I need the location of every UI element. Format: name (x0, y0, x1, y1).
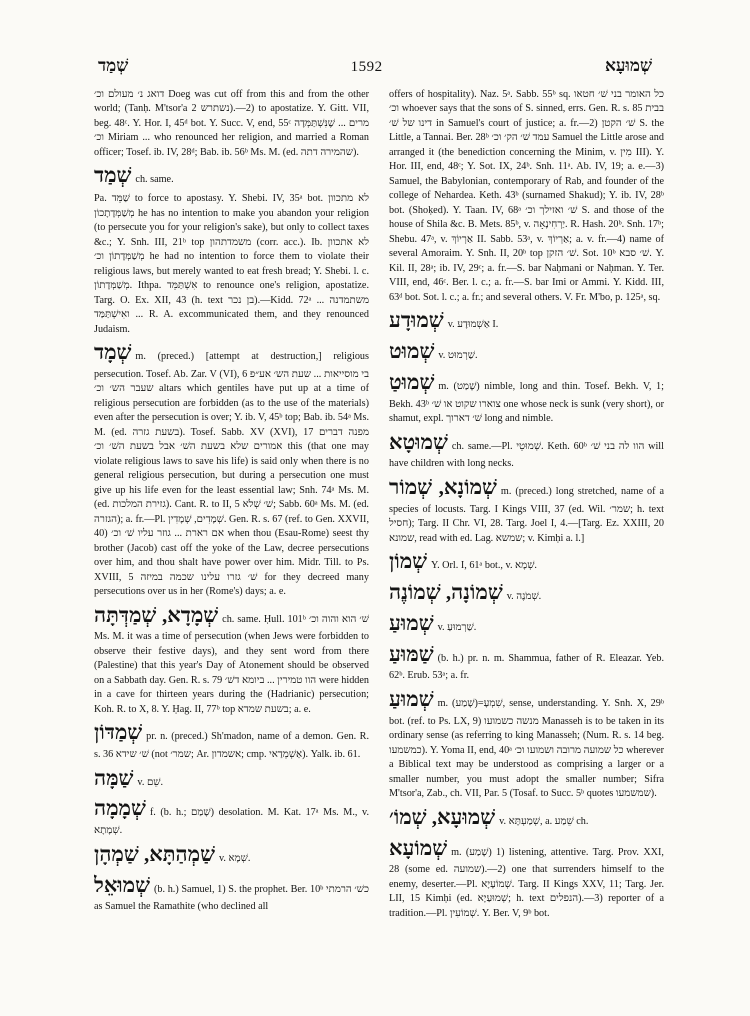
entry-text: m. (preced.) [attempt at destruction,] religious persecution. Tosef. Ab. Zar. V (VI), 6 בי מוסייאות ... שעת הש׳ אע״פ שעבר הש׳ וכ׳ altars which gentiles have put up at a time of religious persecution are forbidden (as to the use of the materials) even after the persecution is over; Y. ib. V, 45ᵇ top; Bab. ib. 54ᵃ Ms. M. (ed. בשעת גזרה). Tosef. Sabb. XV (XVI), 17 מפנה דברים אמורים שלא בשעת השׁ׳ אבל בשעת השׁ׳ וכ׳ this (that one may violate religious laws to save his life) is said only when there is no general religious persecution, but during a persecution one must give up his life even for the least essential law; Snh. 74ᵃ Ms. M. (ed. גזירת המלכות). Cant. R. to II, 5 שׁ׳ שְׁלֹא; Sabb. 60ᵃ Ms. M. (ed. הגזרה); a. fr.—Pl. שְׁמָדִים, שְׁמָדִין. Gen. R. s. 67 (ref. to Gen. XXVII, 40) אם רארת ... גוזר עליו שׁ׳ וכ׳ when thou (Esau-Rome) seest thy brother (Jacob) cast off the yoke of the Law, decree persecutions over him, and thou shalt have power over him. Midr. Till. to Ps. XVIII, 5 שׁ׳ גזרו עלינו שכמה במיזה for they decreed many persecutions over us in her (Rome's) days; a. e. (94, 351, 369, 598)
entry-text: m. (שָׁמַע) 1) listening, attentive. Targ. Prov. XXI, 28 (some ed. שמועה).—2) one that surrenders himself to the enemy, deserter.—Pl. שְׁמוֹעָיָא. Targ. II Kings XXV, 11; Targ. Jer. LII, 15 Kimḥi (ed. שְׁמוּעַיָא; h. text הנפלים).—3) reporter of a tradition.—Pl. שְׁמוֹעִין. Y. Ber. V, 9ᵇ bot. (389, 846, 664, 919)
entry-text: v. שַׁרְמוּט. (438, 350, 478, 362)
entry-headword: שְׁמוּעָא, שְׁמוֹ׳ (389, 804, 496, 829)
entry-headword: שְׁמָמָה (94, 796, 146, 821)
running-head (98, 56, 652, 80)
entry-headword: שְׁמָדָא, שְׁמַדְּתָּה (94, 602, 219, 627)
entry-headword: שְׁמוּאֵל (94, 872, 150, 897)
entry-headword: שַׁמְהַתָּא, שַׁמְהָן (94, 841, 215, 866)
dictionary-entry (389, 834, 664, 922)
entry-headword: שַׁמָּה (94, 765, 134, 790)
entry-headword: שְׁמוֹנָא, שְׁמוֹר (389, 474, 497, 499)
running-head-right-word: שְׁמוּעָא (604, 56, 652, 75)
entry-text: m. (שָׁמַע)=שִׁמְעָ, sense, understanding. Y. Snh. X, 29ᵇ bot. (ref. to Ps. LX, 9) מנשה כשמועו Manasseh is to be taken in its ordinary sense (as referring to king Manasseh; (Num. R. s. 14 beg. כמשמעו). Y. Yoma II, end, 40ᵃ כל שמועה מרובה ושמועו וכ׳ wherever a Biblical text may be understood as comprising a larger or a smaller number, you must adopt the smaller number; Sifra M'tsor'a, Zab., ch. VII, Par. 5 (Tosaf. to Succ. 5ᵇ quotes שמשמעו). (389, 697, 664, 800)
dictionary-entry (94, 601, 369, 718)
page-number: 1592 (350, 59, 383, 75)
entry-text: Y. Orl. I, 61ᵃ bot., v. שְׁמָא. (431, 560, 537, 572)
entry-text: offers of hospitality). Naz. 5ᵃ. Sabb. 55ᵇ sq. כל האומר בני שׁ׳ חטאו וכ׳ whoever says that the sons of S. sinned, errs. Gen. R. s. 85 בבית דינו של שׁ׳ in Samuel's court of justice; a. fr.—2) שׁ׳ הקטן S. the Little, a Tannai. Ber. 28ᵇ עמד שׁ׳ הק׳ וכ׳ Samuel the Little arose and arranged it (the benediction concerning the Minim, v. מִין III). Y. Hor. III, end, 48ᶜ; Y. Sot. IX, 24ᵇ. Snh. 11ᵃ. Ab. IV, 19; a. e.—3) Samuel, the Babylonian, contemporary of Rab, and founder of the college of Nehardea. Keth. 43ᵇ (surnamed Shakud); Y. ib. IV, 28ᵇ bot. (Shoḳed). Y. Taan. IV, 68ᵃ שׁ׳ ואזילך וכ׳ S. and those of the house of Shila &c. B. Mets. 85ᵇ, v. יַרְחִינָאָה. R. Hash. 20ᵇ. Snh. 17ᵇ; Shebu. 47ᵃ, v. אַרְיוֹךְ II. Sabb. 53ᵃ, v. אַרְיוֹךְ; a. v. fr.—4) name of several Amoraim. Y. Snh. II, 20ᵇ top שׁ׳ הזקן. Sot. 10ᵇ שׁ׳ סבא. Y. Kil. II, 28ᵃ; ib. IV, 29ᶜ; a. fr.—S. bar Naḥmani or Naḥman. Y. Ter. VIII, end, 46ᶜ. Ber. l. c.; a. fr.—S. bar Imi or Ammi. Y. Kidd. III, 63ᵈ bot. Sot. l. c.; a. fr.; and several others. V. Fr. M'bo, p. 125ᵃ, sq. (389, 89, 664, 303)
entry-headword: שְׁמַד (94, 163, 132, 188)
entry-headword: שְׁמוּעַ (389, 686, 434, 711)
entry-headword: שְׁמוּטָא (389, 429, 448, 454)
entry-text: ch. same. (135, 174, 174, 186)
dictionary-entry (389, 337, 664, 367)
two-column-body (94, 88, 664, 1003)
entry-text: דואג נ׳ מעולם וכ׳ Doeg was cut off from this and from the other world; (Tanḥ. M'tsor'a 2 נשתרש).—2) to apostatize. Y. Gitt. VII, beg. 48ᶜ. Y. Hor. I, 45ᵈ bot. Y. Succ. V, end, 55ᶜ מרים ... שֶׁנִּשְׁתַּמְּדָה וכ׳ Miriam ... who renounced her religion, and married a Roman officer; Tosef. ib. IV, 28ᵈ; Bab. ib. 56ᵇ Ms. M. (ed. שהמירה דתה). (94, 89, 369, 158)
dictionary-entry (389, 640, 664, 684)
entry-headword: שְׁמוּדָע (389, 308, 444, 333)
dictionary-entry (94, 794, 369, 838)
entry-text: (b. h.) Samuel, 1) S. the prophet. Ber. 10ᵇ כשׁ׳ הרמתי as Samuel the Ramathite (who declined all (94, 883, 369, 913)
dictionary-entry (389, 368, 664, 427)
entry-text: f. (b. h.; שָׁמַם) desolation. M. Kat. 17ᵃ Ms. M., v. שְׁמָתָא. (94, 807, 369, 837)
entry-text: v. שֵׁם. (137, 776, 164, 788)
dictionary-entry (389, 685, 664, 802)
dictionary-entry (94, 718, 369, 762)
running-head-left-word: שְׁמַד (98, 56, 129, 75)
entry-text: v. שְׁמַעְתָּא, a. שֵׁמַע ch. (499, 815, 589, 827)
entry-text: (b. h.) pr. n. m. Shammua, father of R. Eleazar. Yeb. 62ᵇ. Erub. 53ᵃ; a. fr. (389, 652, 664, 682)
dictionary-entry (94, 88, 369, 160)
entry-headword: שְׁמוּט (389, 339, 435, 364)
entry-headword: שַׁמּוּעַ (389, 641, 434, 666)
entry-headword: שְׁמוּעַ (389, 610, 434, 635)
dictionary-entry (389, 803, 664, 833)
entry-text: v. שְׁמֹנֶה. (506, 591, 542, 603)
dictionary-entry (94, 192, 369, 337)
entry-headword: שְׁמַדּוֹן (94, 720, 143, 745)
left-column (94, 88, 369, 1003)
dictionary-entry (389, 578, 664, 608)
dictionary-entry (94, 338, 369, 600)
dictionary-entry (94, 764, 369, 794)
entry-headword: שְׁמָד (94, 340, 132, 365)
entry-text: m. (preced.) long stretched, name of a species of locusts. Targ. I Kings VIII, 37 (ed. Wil. שמר׳; h. text חסיל); Targ. II Chr. VI, 28. Targ. Joel I, 4.—[Targ. Ez. XXIII, 20 שמונא, read with ed. Lag. שמשא; v. Kimḥi a. l.] (389, 485, 664, 544)
entry-text: v. שַׁרְמוּעַ. (437, 621, 477, 633)
entry-text: m. (שָׁמַט) nimble, long and thin. Tosef. Bekh. V, 1; Bekh. 43ᵇ צוארו שקוט או שׁ׳ one whose neck is sunk (very short), or shamut, expl. שׁ׳ דארוך long and nimble. (389, 380, 664, 425)
entry-text: ch. same.—Pl. שְׁמוּטֵי. Keth. 60ᵇ הוו לה בני שׁ׳ will have children with long necks. (389, 440, 664, 470)
entry-text: pr. n. (preced.) Sh'madon, name of a demon. Gen. R. s. 36 שׁ׳ שידא (not שמר׳; Ar. אשמדון; cmp. אַשְׁמְדַאי). Yalk. ib. 61. (94, 731, 369, 761)
entry-headword: שְׁמוֹן (389, 549, 428, 574)
entry-headword: שְׁמוֹנָה, שְׁמוֹנֶה (389, 580, 503, 605)
dictionary-entry (389, 306, 664, 336)
dictionary-entry (389, 473, 664, 546)
dictionary-entry (94, 840, 369, 870)
dictionary-entry (389, 547, 664, 577)
entry-text: v. אַשְׁמוּדָע I. (447, 319, 499, 331)
dictionary-entry (389, 428, 664, 472)
entry-headword: שְׁמוֹעָא (389, 835, 448, 860)
right-column (389, 88, 664, 1003)
entry-text: v. שְׁמָא. (218, 852, 251, 864)
dictionary-entry (94, 871, 369, 915)
entry-text: Pa. שַׁמֵּד to force to apostasy. Y. Shebi. IV, 35ᵃ bot. לא מתכוון מְשַׁמְּדָתָכוֹן he has no intention to make you abandon your religion (to persecute you for your religion's sake), but only to collect taxes &c.; Y. Snh. III, 21ᵇ top משמדתהון (corr. acc.). Ib. לא אתכוון מְשַׁמְּדָתוֹן וכ׳ he had no intention to force them to violate their religious laws, but merely wanted to eat fresh bread; Y. Shebi. l. c. מְשַׁמְּדָתוֹן. Ithpa. אִשְׁתַּמֵּד to renounce one's religion, apostatize. Targ. O. Ex. XII, 43 (h. text בן נכר).—Kidd. 72ᵃ משתמדנה ... ואִישְׁתַּמַּד ... R. A. excommunicated them, and they renounced Judaism. (94, 193, 369, 335)
dictionary-entry (389, 609, 664, 639)
entry-text: ch. same. Ḥull. 101ᵇ שׁ׳ הוא והוה וכ׳ Ms. M. it was a time of persecution (when Jews were forbidden to observe their festive days), and they sent word from there (Palestine) that this year's Day of Atonement should be observed on a Sabbath day. Gen. R. s. 79 הוו טמירין ... ביומא דשׁ׳ were hidden in a cave for thirteen years during the (Hadrianic) persecution; Koh. R. to X, 8. Y. Ḥag. II, 77ᵇ top בשעת שמדא; a. e. (94, 613, 369, 715)
dictionary-entry (389, 88, 664, 305)
entry-headword: שְׁמוּטַ (389, 369, 435, 394)
dictionary-entry (94, 161, 369, 191)
